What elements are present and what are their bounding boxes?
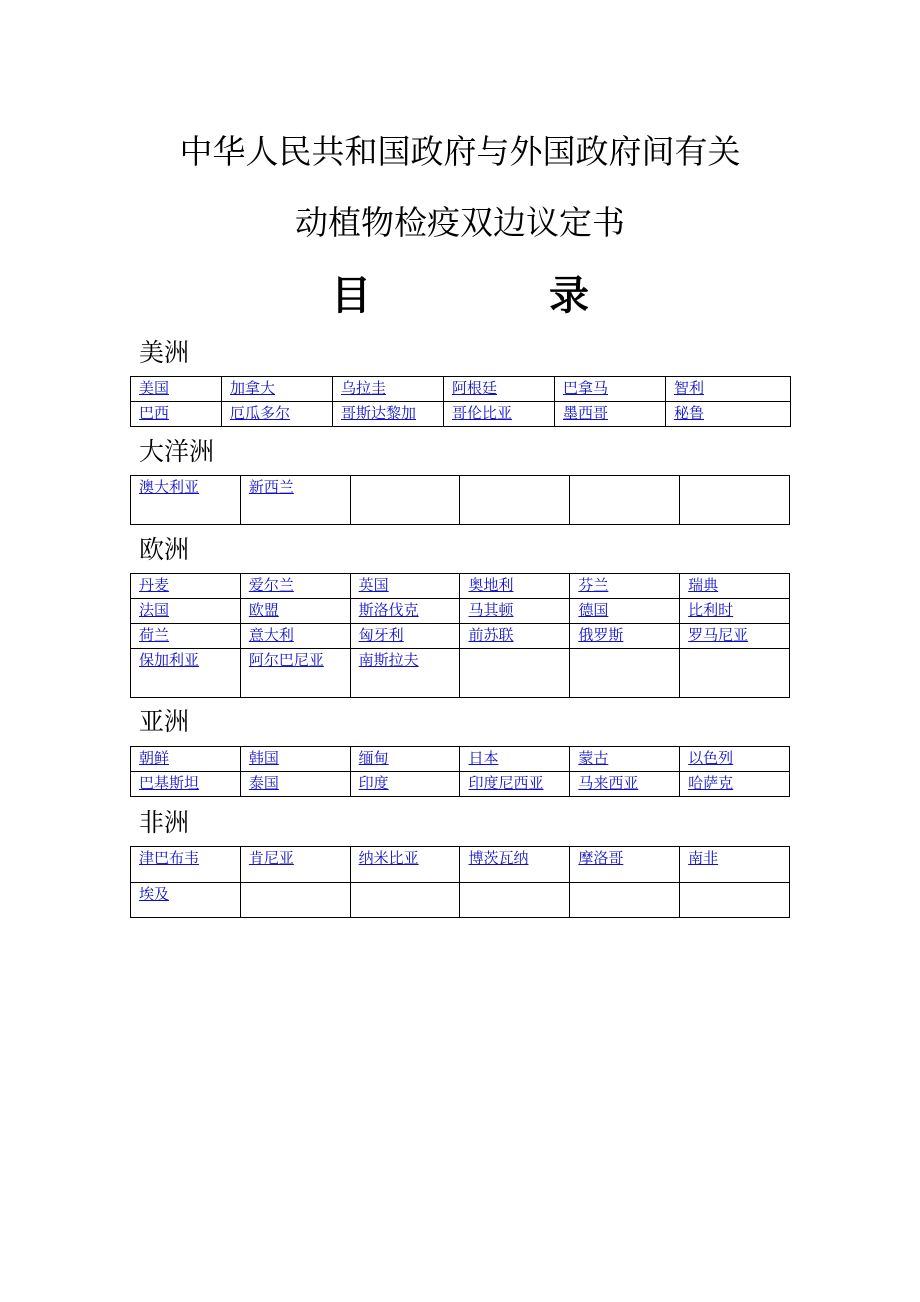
country-link[interactable]: 德国 (578, 601, 609, 619)
country-link[interactable]: 芬兰 (578, 576, 609, 594)
country-link[interactable]: 摩洛哥 (578, 849, 624, 867)
table-cell (350, 847, 460, 883)
country-link[interactable]: 荷兰 (139, 626, 170, 644)
country-link[interactable]: 巴基斯坦 (139, 774, 200, 792)
country-table-oceania (130, 475, 790, 525)
country-link[interactable]: 南斯拉夫 (358, 651, 419, 669)
country-table-europe (130, 573, 790, 698)
table-cell (333, 377, 444, 402)
section-heading-africa: 非洲 (139, 808, 190, 837)
table-row (131, 649, 790, 698)
table-cell (666, 377, 791, 402)
table-cell (240, 476, 350, 525)
country-link[interactable]: 埃及 (139, 885, 170, 903)
table-row (131, 476, 790, 525)
country-link[interactable]: 乌拉圭 (341, 379, 387, 397)
country-link[interactable]: 前苏联 (468, 626, 514, 644)
country-link[interactable]: 秘鲁 (674, 404, 705, 422)
country-link[interactable]: 肯尼亚 (248, 849, 294, 867)
country-link[interactable]: 马其顿 (468, 601, 514, 619)
table-cell (570, 883, 680, 918)
country-link[interactable]: 哥伦比亚 (452, 404, 513, 422)
country-link[interactable]: 巴西 (139, 404, 170, 422)
table-cell (680, 772, 790, 797)
country-link[interactable]: 瑞典 (688, 576, 719, 594)
country-link[interactable]: 纳米比亚 (358, 849, 419, 867)
table-cell (570, 476, 680, 525)
country-link[interactable]: 加拿大 (230, 379, 276, 397)
table-cell (570, 599, 680, 624)
table-cell (460, 624, 570, 649)
table-cell (666, 402, 791, 427)
country-link[interactable]: 哥斯达黎加 (341, 404, 417, 422)
table-cell (350, 883, 460, 918)
table-cell (555, 402, 666, 427)
table-cell (680, 883, 790, 918)
table-cell (131, 649, 241, 698)
country-link[interactable]: 斯洛伐克 (358, 601, 419, 619)
table-cell (460, 599, 570, 624)
table-cell (444, 402, 555, 427)
document-title-line-1: 中华人民共和国政府与外国政府间有关 (179, 132, 741, 171)
table-cell (131, 402, 222, 427)
table-cell (222, 402, 333, 427)
table-cell (240, 847, 350, 883)
table-cell (680, 624, 790, 649)
country-link[interactable]: 匈牙利 (358, 626, 404, 644)
table-row (131, 847, 790, 883)
table-cell (131, 847, 241, 883)
country-link[interactable]: 阿根廷 (452, 379, 498, 397)
table-row (131, 377, 791, 402)
table-cell (240, 883, 350, 918)
table-cell (570, 772, 680, 797)
table-cell (131, 476, 241, 525)
table-cell (240, 649, 350, 698)
table-cell (240, 574, 350, 599)
country-link[interactable]: 法国 (139, 601, 170, 619)
table-cell (240, 772, 350, 797)
country-link[interactable]: 韩国 (248, 749, 279, 767)
table-cell (240, 599, 350, 624)
table-cell (131, 772, 241, 797)
table-cell (350, 772, 460, 797)
table-row (131, 883, 790, 918)
section-heading-europe: 欧洲 (139, 535, 190, 564)
table-row (131, 747, 790, 772)
table-of-contents-heading (0, 272, 920, 320)
country-link[interactable]: 日本 (468, 749, 499, 767)
country-table-africa (130, 846, 790, 918)
country-link[interactable]: 哈萨克 (688, 774, 734, 792)
country-link[interactable]: 俄罗斯 (578, 626, 624, 644)
table-cell (131, 883, 241, 918)
table-cell (555, 377, 666, 402)
country-link[interactable]: 智利 (674, 379, 705, 397)
table-cell (222, 377, 333, 402)
country-link[interactable]: 美国 (139, 379, 170, 397)
table-cell (350, 624, 460, 649)
country-link[interactable]: 奥地利 (468, 576, 514, 594)
table-cell (350, 747, 460, 772)
table-cell (131, 377, 222, 402)
country-link[interactable]: 缅甸 (358, 749, 389, 767)
section-heading-oceania: 大洋洲 (139, 437, 215, 466)
country-link[interactable]: 阿尔巴尼亚 (248, 651, 324, 669)
table-cell (680, 476, 790, 525)
country-link[interactable]: 马来西亚 (578, 774, 639, 792)
table-cell (460, 649, 570, 698)
country-link[interactable]: 厄瓜多尔 (230, 404, 291, 422)
table-cell (444, 377, 555, 402)
country-link[interactable]: 爱尔兰 (248, 576, 294, 594)
table-cell (131, 574, 241, 599)
table-cell (460, 883, 570, 918)
table-cell (131, 624, 241, 649)
country-link[interactable]: 印度 (358, 774, 389, 792)
table-cell (680, 599, 790, 624)
table-cell (240, 624, 350, 649)
table-cell (350, 476, 460, 525)
country-link[interactable]: 意大利 (248, 626, 294, 644)
table-row (131, 772, 790, 797)
table-cell (460, 574, 570, 599)
country-table-asia (130, 746, 790, 797)
table-cell (460, 476, 570, 525)
country-link[interactable]: 英国 (358, 576, 389, 594)
table-cell (680, 649, 790, 698)
country-link[interactable]: 南非 (688, 849, 719, 867)
section-heading-americas: 美洲 (139, 338, 190, 367)
country-link[interactable]: 以色列 (688, 749, 734, 767)
table-cell (333, 402, 444, 427)
table-cell (460, 747, 570, 772)
country-link[interactable]: 罗马尼亚 (688, 626, 749, 644)
country-link[interactable]: 保加利亚 (139, 651, 200, 669)
table-cell (350, 649, 460, 698)
table-cell (460, 772, 570, 797)
section-heading-asia: 亚洲 (139, 707, 190, 736)
table-cell (680, 574, 790, 599)
table-cell (460, 847, 570, 883)
table-cell (570, 574, 680, 599)
country-link[interactable]: 比利时 (688, 601, 734, 619)
table-cell (131, 747, 241, 772)
country-link[interactable]: 巴拿马 (563, 379, 609, 397)
country-link[interactable]: 澳大利亚 (139, 478, 200, 496)
table-row (131, 599, 790, 624)
document-title-line-2: 动植物检疫双边议定书 (295, 203, 625, 242)
country-link[interactable]: 泰国 (248, 774, 279, 792)
table-cell (131, 599, 241, 624)
table-cell (570, 847, 680, 883)
country-link[interactable]: 新西兰 (248, 478, 294, 496)
country-link[interactable]: 墨西哥 (563, 404, 609, 422)
country-table-americas (130, 376, 791, 427)
toc-heading-char-2: 录 (549, 273, 589, 319)
table-row (131, 574, 790, 599)
country-link[interactable]: 朝鲜 (139, 749, 170, 767)
table-cell (570, 624, 680, 649)
country-link[interactable]: 欧盟 (248, 601, 279, 619)
table-cell (570, 747, 680, 772)
table-row (131, 624, 790, 649)
table-cell (350, 599, 460, 624)
country-link[interactable]: 丹麦 (139, 576, 170, 594)
table-row (131, 402, 791, 427)
table-cell (240, 747, 350, 772)
country-link[interactable]: 蒙古 (578, 749, 609, 767)
table-cell (350, 574, 460, 599)
table-cell (570, 649, 680, 698)
country-link[interactable]: 印度尼西亚 (468, 774, 544, 792)
country-link[interactable]: 博茨瓦纳 (468, 849, 529, 867)
table-cell (680, 847, 790, 883)
toc-heading-char-1: 目 (331, 273, 371, 319)
table-cell (680, 747, 790, 772)
country-link[interactable]: 津巴布韦 (139, 849, 200, 867)
